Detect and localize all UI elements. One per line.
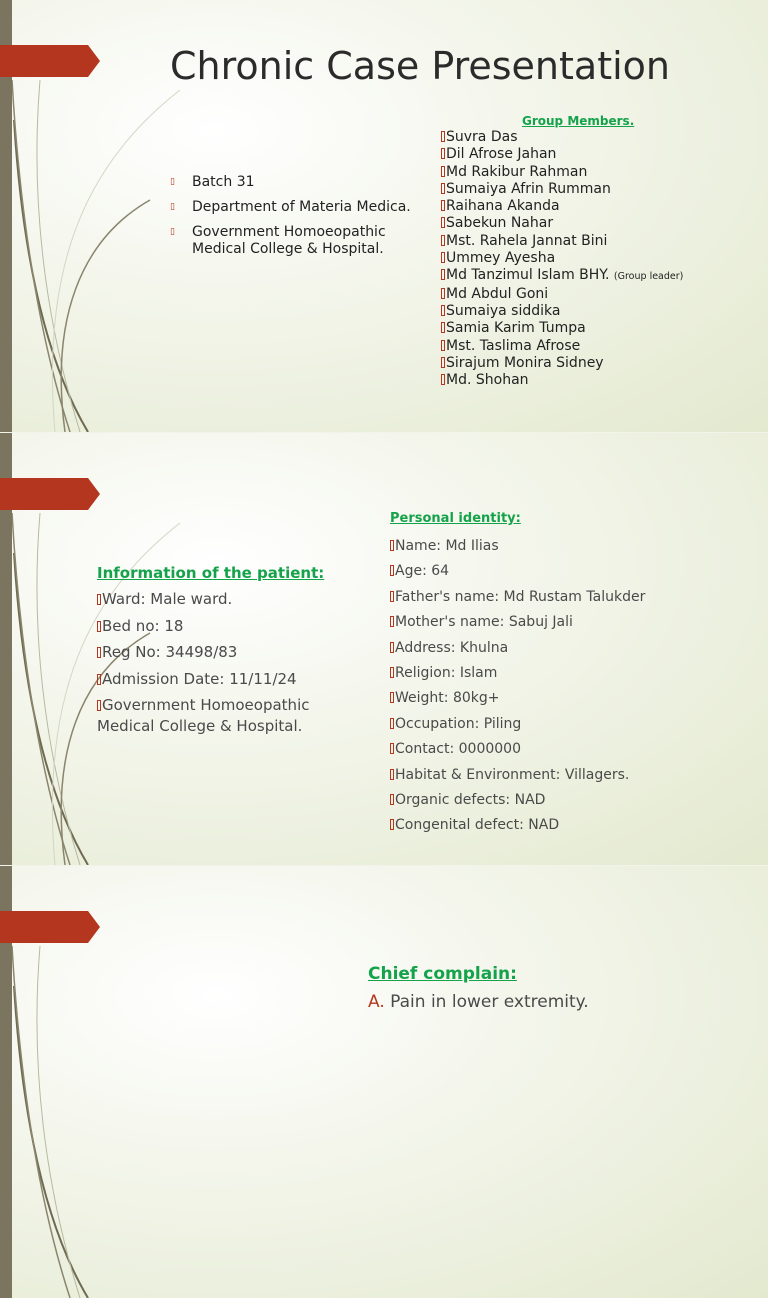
list-item: ▯ Department of Materia Medica.: [170, 199, 411, 215]
bullet-icon: [441, 183, 445, 194]
list-item: Address: Khulna: [390, 636, 645, 661]
title-tab: [0, 45, 100, 77]
chief-complain-heading: Chief complain:: [368, 964, 517, 984]
bullet-icon: [390, 642, 394, 653]
bullet-icon: [441, 166, 445, 177]
list-item: Sirajum Monira Sidney: [441, 355, 683, 372]
slide-3: [0, 866, 768, 1298]
bullet-icon: [441, 131, 445, 142]
bullet-icon: ▯: [170, 202, 175, 212]
bullet-icon: [441, 148, 445, 159]
list-item: Md Abdul Goni: [441, 286, 683, 303]
list-item: Admission Date: 11/11/24: [97, 669, 357, 690]
bullet-icon: [390, 743, 394, 754]
list-item: Weight: 80kg+: [390, 686, 645, 711]
list-item: Occupation: Piling: [390, 712, 645, 737]
patient-info-list: [97, 589, 357, 737]
list-item: Suvra Das: [441, 129, 683, 146]
bullet-icon: [441, 288, 445, 299]
members-list: [441, 129, 683, 389]
bullet-icon: [97, 594, 101, 605]
list-item: Md. Shohan: [441, 372, 683, 389]
bullet-icon: [441, 200, 445, 211]
batch-info-list: [170, 174, 430, 258]
list-item: Dil Afrose Jahan: [441, 146, 683, 163]
bullet-icon: [390, 616, 394, 627]
bullet-icon: [390, 565, 394, 576]
group-leader-note: (Group leader): [613, 271, 684, 283]
chief-complain-item: A. Pain in lower extremity.: [368, 992, 589, 1012]
list-item: Sumaiya Afrin Rumman: [441, 181, 683, 198]
list-item: Habitat & Environment: Villagers.: [390, 763, 645, 788]
personal-identity-heading: Personal identity:: [390, 511, 521, 526]
list-item: ▯ Batch 31: [170, 174, 255, 190]
bullet-icon: [97, 700, 101, 711]
slide-title: Chronic Case Presentation: [170, 44, 670, 88]
list-item: Md Tanzimul Islam BHY. (Group leader): [441, 267, 683, 285]
bullet-icon: ▯: [170, 227, 175, 237]
bullet-icon: [441, 357, 445, 368]
bullet-icon: [97, 621, 101, 632]
list-item: Sabekun Nahar: [441, 215, 683, 232]
slide-2: [0, 433, 768, 865]
list-item: Sumaiya siddika: [441, 303, 683, 320]
group-members-heading: Group Members.: [522, 114, 635, 128]
bullet-icon: [97, 674, 101, 685]
bullet-icon: [441, 374, 445, 385]
list-item: Raihana Akanda: [441, 198, 683, 215]
list-item: Mst. Rahela Jannat Bini: [441, 233, 683, 250]
bullet-icon: [390, 540, 394, 551]
list-item: Organic defects: NAD: [390, 788, 645, 813]
personal-identity-list: [390, 534, 645, 839]
item-marker: A.: [368, 992, 385, 1012]
bullet-icon: [441, 305, 445, 316]
bullet-icon: [441, 252, 445, 263]
list-item: Age: 64: [390, 559, 645, 584]
bullet-icon: ▯: [170, 177, 175, 187]
list-item: Ummey Ayesha: [441, 250, 683, 267]
bullet-icon: [390, 819, 394, 830]
slide-1: [0, 0, 768, 432]
list-item: Bed no: 18: [97, 616, 357, 637]
bullet-icon: [390, 718, 394, 729]
list-item: Samia Karim Tumpa: [441, 320, 683, 337]
list-item: Ward: Male ward.: [97, 589, 357, 610]
list-item: Mst. Taslima Afrose: [441, 338, 683, 355]
bullet-icon: [441, 269, 445, 280]
bullet-icon: [390, 667, 394, 678]
patient-info-heading: Information of the patient:: [97, 564, 325, 582]
list-item: Government Homoeopathic Medical College & Hospital.: [97, 696, 310, 735]
bullet-icon: [441, 217, 445, 228]
bullet-icon: [390, 769, 394, 780]
title-tab: [0, 478, 100, 510]
bullet-icon: [441, 340, 445, 351]
list-item: ▯ Government Homoeopathic Medical College & Hospital.: [170, 224, 386, 257]
list-item: Name: Md Ilias: [390, 534, 645, 559]
bullet-icon: [390, 692, 394, 703]
list-item: Religion: Islam: [390, 661, 645, 686]
list-item: Father's name: Md Rustam Talukder: [390, 585, 645, 610]
bullet-icon: [441, 235, 445, 246]
bullet-icon: [390, 591, 394, 602]
list-item: Mother's name: Sabuj Jali: [390, 610, 645, 635]
bullet-icon: [97, 647, 101, 658]
list-item: Contact: 0000000: [390, 737, 645, 762]
bullet-icon: [390, 794, 394, 805]
list-item: Congenital defect: NAD: [390, 813, 645, 838]
title-tab: [0, 911, 100, 943]
bullet-icon: [441, 322, 445, 333]
list-item: Md Rakibur Rahman: [441, 164, 683, 181]
list-item: Reg No: 34498/83: [97, 642, 357, 663]
